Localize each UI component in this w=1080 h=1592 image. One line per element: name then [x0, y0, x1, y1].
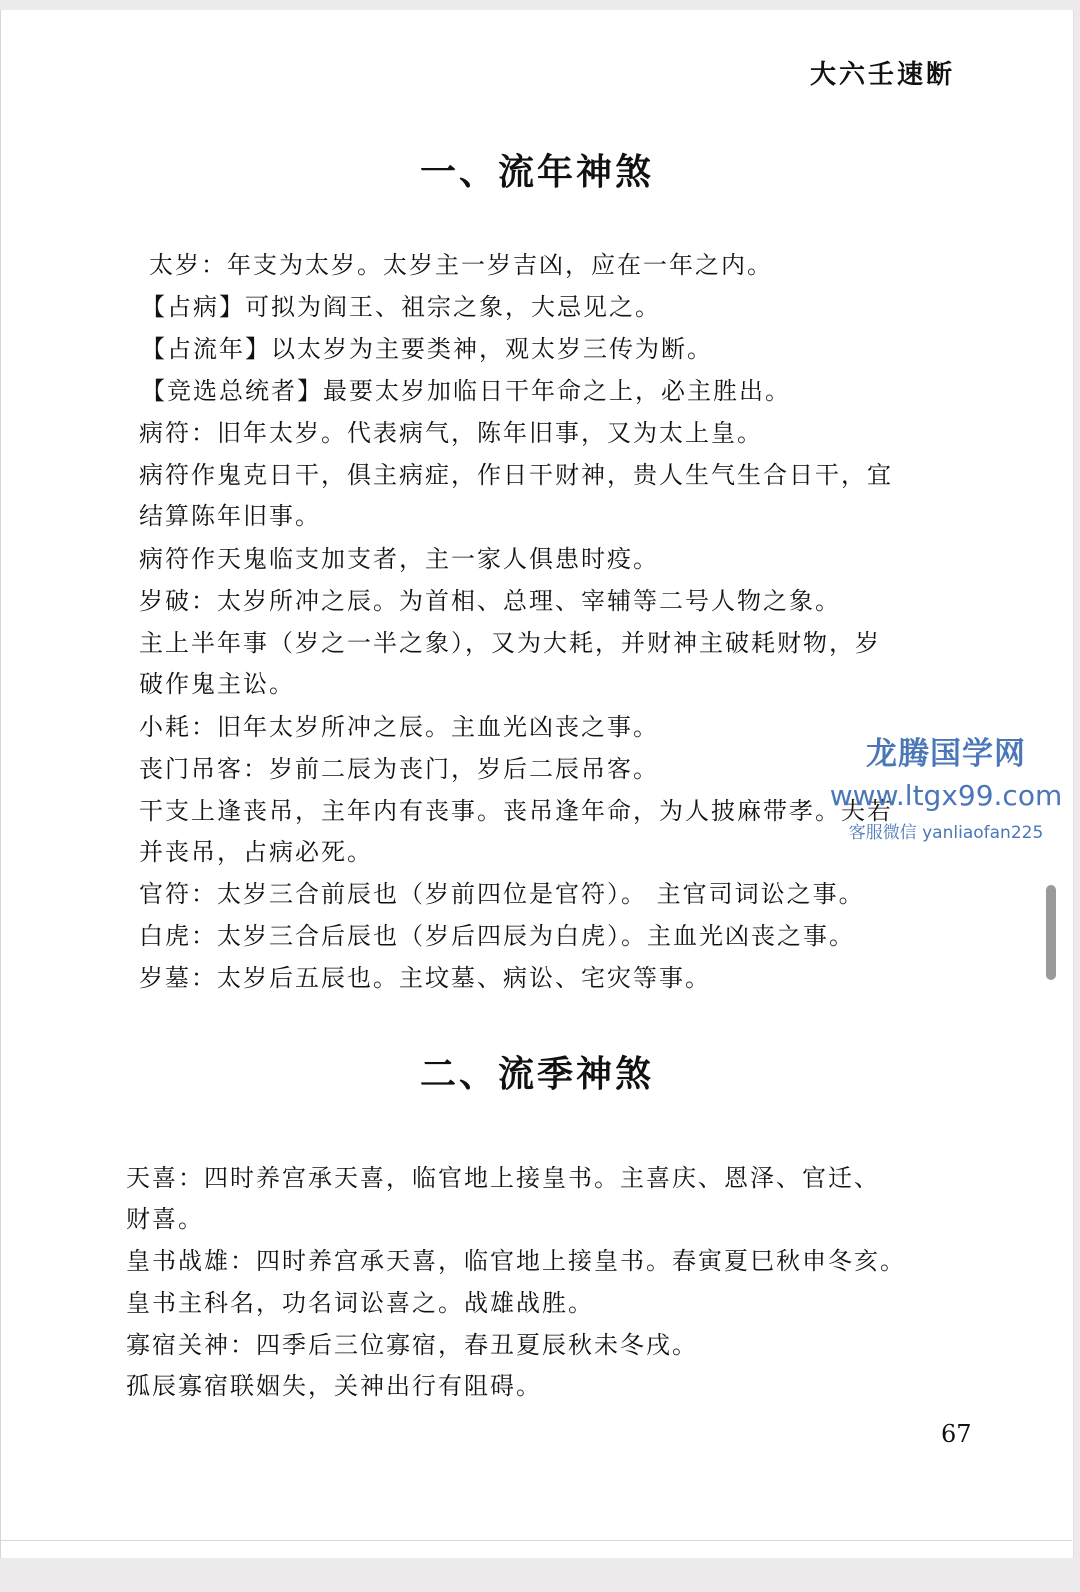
text-line: 官符：太岁三合前辰也（岁前四位是官符）。 主官司词讼之事。	[139, 880, 865, 908]
watermark-contact: 客服微信 yanliaofan225	[848, 823, 1044, 843]
text-line: 病符：旧年太岁。代表病气，陈年旧事，又为太上皇。	[139, 419, 763, 447]
text-line: 破作鬼主讼。	[139, 670, 295, 698]
text-line: 岁破：太岁所冲之辰。为首相、总理、宰辅等二号人物之象。	[139, 587, 841, 615]
text-line: 皇书主科名，功名词讼喜之。战雄战胜。	[126, 1289, 594, 1317]
text-line: 【竞选总统者】最要太岁加临日干年命之上，必主胜出。	[141, 377, 791, 405]
book-page	[0, 10, 1074, 1558]
text-line: 病符作天鬼临支加支者，主一家人俱患时疫。	[139, 545, 659, 573]
section-title-seasonal-spirits: 二、流季神煞	[419, 1053, 654, 1095]
text-line: 【占流年】以太岁为主要类神，观太岁三传为断。	[141, 335, 713, 363]
text-line: 岁墓：太岁后五辰也。主坟墓、病讼、宅灾等事。	[139, 964, 711, 992]
text-line: 并丧吊，占病必死。	[139, 838, 373, 866]
page-number: 67	[941, 1420, 972, 1448]
section-title-annual-spirits: 一、流年神煞	[419, 151, 654, 193]
text-line: 白虎：太岁三合后辰也（岁后四辰为白虎）。主血光凶丧之事。	[139, 922, 855, 950]
watermark	[821, 728, 1071, 843]
text-line: 主上半年事（岁之一半之象），又为大耗，并财神主破耗财物，岁	[139, 629, 881, 657]
running-header: 大六壬速断	[809, 60, 955, 90]
text-line: 结算陈年旧事。	[139, 502, 321, 530]
text-line: 小耗：旧年太岁所冲之辰。主血光凶丧之事。	[139, 713, 659, 741]
text-line: 干支上逢丧吊，主年内有丧事。丧吊逢年命，为人披麻带孝。夫若	[139, 797, 893, 825]
text-line: 财喜。	[126, 1205, 204, 1233]
page-bottom-divider	[0, 1540, 1072, 1541]
text-line: 寡宿关神：四季后三位寡宿，春丑夏辰秋未冬戌。	[126, 1331, 698, 1359]
text-line: 孤辰寡宿联姻失，关神出行有阻碍。	[126, 1372, 542, 1400]
text-line: 天喜：四时养宫承天喜，临官地上接皇书。主喜庆、恩泽、官迁、	[126, 1164, 880, 1192]
watermark-url: www.ltgx99.com	[829, 779, 1063, 812]
watermark-site-name: 龙腾国学网	[866, 736, 1026, 772]
text-line: 太岁：年支为太岁。太岁主一岁吉凶，应在一年之内。	[149, 251, 773, 279]
scrollbar-thumb[interactable]	[1046, 885, 1056, 980]
text-line: 丧门吊客：岁前二辰为丧门，岁后二辰吊客。	[139, 755, 659, 783]
text-line: 皇书战雄：四时养宫承天喜，临官地上接皇书。春寅夏巳秋申冬亥。	[126, 1247, 906, 1275]
text-line: 病符作鬼克日干，俱主病症，作日干财神，贵人生气生合日干，宜	[139, 461, 893, 489]
text-line: 【占病】可拟为阎王、祖宗之象，大忌见之。	[141, 293, 661, 321]
